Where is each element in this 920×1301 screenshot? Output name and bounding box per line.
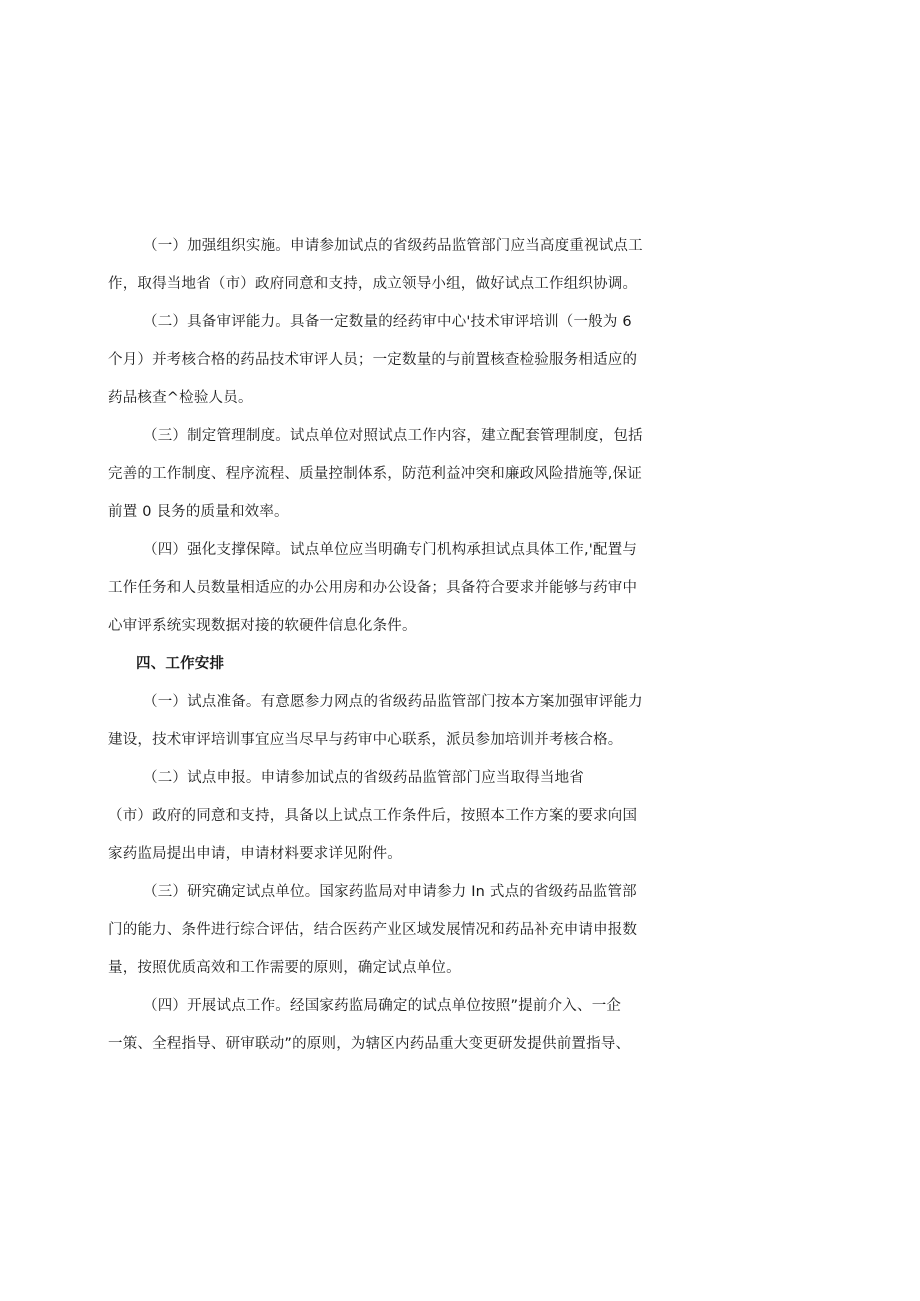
paragraph-line: 门的能力、条件进行综合评估，结合医药产业区域发展情况和药品补充申请申报数 bbox=[108, 922, 638, 938]
paragraph-line: （三）研究确定试点单位。国家药监局对申请参力 In 式点的省级药品监管部 bbox=[143, 884, 637, 900]
paragraph-line: （二）具备审评能力。具备一定数量的经药审中心'技术审评培训（一般为 6 bbox=[143, 314, 632, 330]
section-heading: 四、工作安排 bbox=[136, 656, 225, 672]
paragraph-line: 一策、全程指导、研审联动”的原则，为辖区内药品重大变更研发提供前置指导、 bbox=[108, 1036, 631, 1052]
paragraph-line: 药品核查^检验人员。 bbox=[108, 390, 253, 406]
paragraph-line: 前置 0 艮务的质量和效率。 bbox=[108, 504, 289, 520]
paragraph-line: （四）强化支撑保障。试点单位应当明确专门机构承担试点具体工作,'配置与 bbox=[143, 542, 638, 558]
paragraph-line: 量，按照优质高效和工作需要的原则，确定试点单位。 bbox=[108, 960, 461, 976]
paragraph-line: 作，取得当地省（市）政府同意和支持，成立领导小组，做好试点工作组织协调。 bbox=[108, 276, 638, 292]
paragraph-line: （二）试点申报。申请参加试点的省级药品监管部门应当取得当地省 bbox=[143, 770, 584, 786]
paragraph-line: （四）开展试点工作。经国家药监局确定的试点单位按照”提前介入、一企 bbox=[143, 998, 622, 1014]
paragraph-line: （三）制定管理制度。试点单位对照试点工作内容，建立配套管理制度，包括 bbox=[143, 428, 643, 444]
paragraph-line: 个月）并考核合格的药品技术审评人员；一定数量的与前置核查检验服务相适应的 bbox=[108, 352, 638, 368]
paragraph-line: 建设，技术审评培训事宜应当尽早与药审中心联系，派员参加培训并考核合格。 bbox=[108, 732, 623, 748]
paragraph-line: （市）政府的同意和支持，具备以上试点工作条件后，按照本工作方案的要求向国 bbox=[108, 808, 638, 824]
paragraph-line: （一）试点准备。有意愿参力网点的省级药品监管部门按本方案加强审评能力 bbox=[143, 694, 643, 710]
paragraph-line: 完善的工作制度、程序流程、质量控制体系，防范利益冲突和廉政风险措施等,保证 bbox=[108, 466, 643, 482]
paragraph-line: （一）加强组织实施。申请参加试点的省级药品监管部门应当高度重视试点工 bbox=[143, 238, 643, 254]
paragraph-line: 心审评系统实现数据对接的软硬件信息化条件。 bbox=[108, 618, 417, 634]
paragraph-line: 家药监局提出申请，申请材料要求详见附件。 bbox=[108, 846, 402, 862]
paragraph-line: 工作任务和人员数量相适应的办公用房和办公设备；具备符合要求并能够与药审中 bbox=[108, 580, 638, 596]
